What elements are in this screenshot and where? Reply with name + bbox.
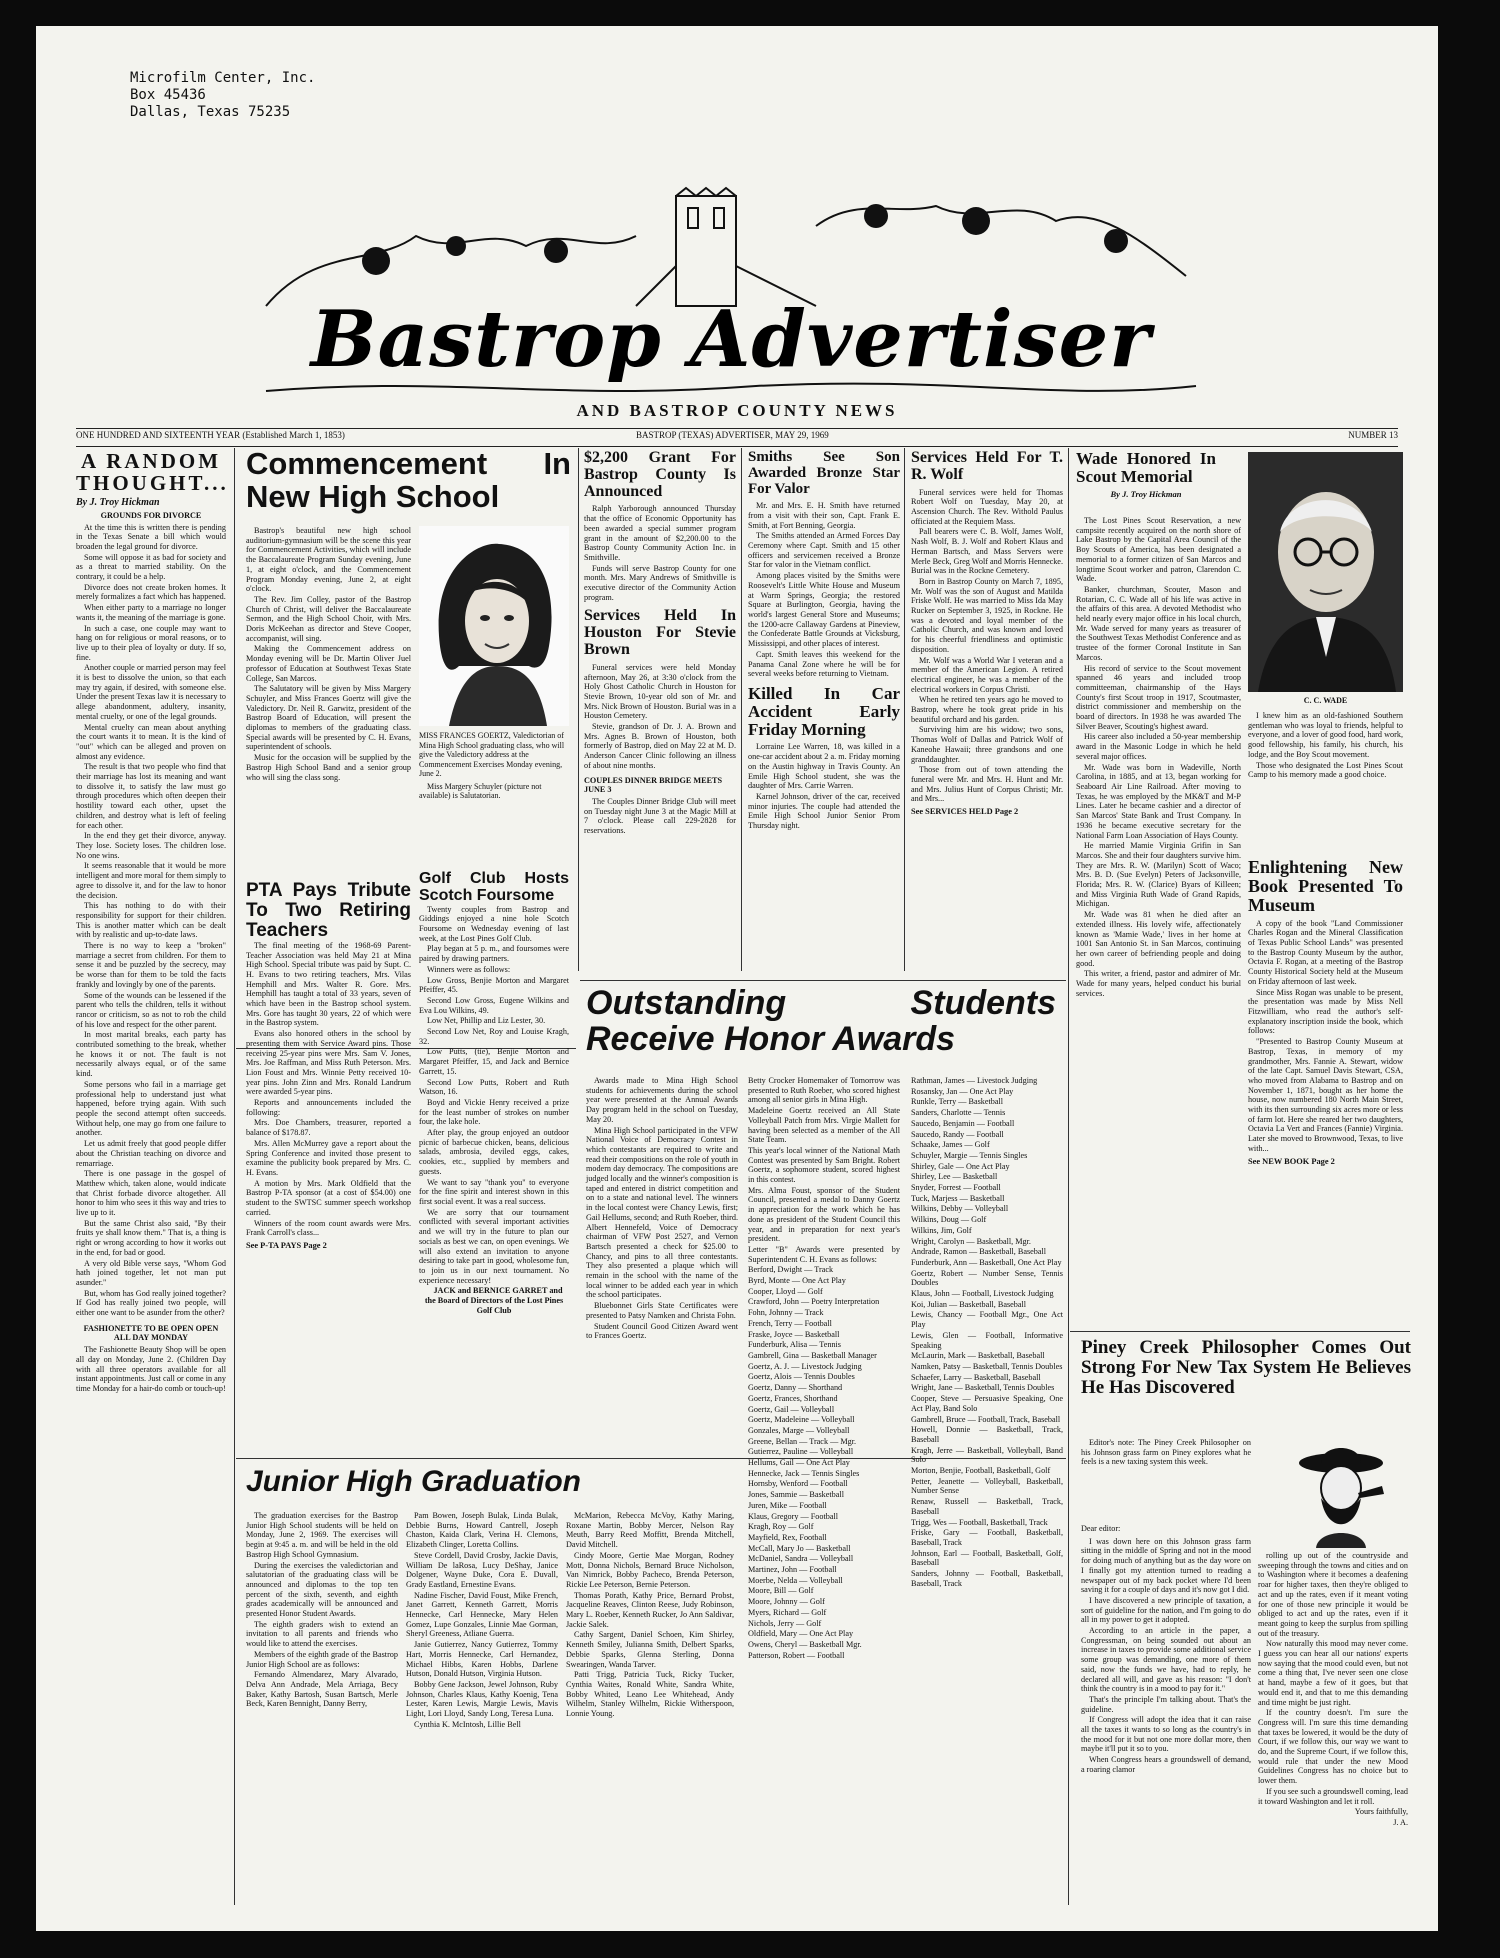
paragraph: The Rev. Jim Colley, pastor of the Bastrop Church of Christ, will deliver the Baccalaureate Sermon, and the High School Choir, with Mrs. Doris McKeehan as director and Steve Cooper, accompanist, will sing. bbox=[246, 594, 411, 643]
award-entry: Shirley, Lee — Basketball bbox=[911, 1172, 998, 1182]
year-note: ONE HUNDRED AND SIXTEENTH YEAR (Established March 1, 1853) bbox=[76, 430, 345, 440]
award-entry: Byrd, Monte — One Act Play bbox=[748, 1276, 846, 1286]
award-entry: Goertz, Danny — Shorthand bbox=[748, 1383, 843, 1393]
award-entry: Funderburk, Ann — Basketball, One Act Play bbox=[911, 1257, 1062, 1267]
junior-headline-box bbox=[246, 1466, 726, 1506]
award-entry: Klaus, John — Football, Livestock Judging bbox=[911, 1289, 1054, 1299]
award-entry: Goertz, Robert — Number Sense, Tennis Doubles bbox=[911, 1268, 1063, 1288]
paragraph: "Presented to Bastrop County Museum at Bastrop, Texas, in memory of my grandmother, Mrs. Fannie A. Stewart, widow of the late Capt. Samuel Davis Stewart, CSA, who moved from Alabama to Bastrop and on November 1, 1871, bought as her home the house, now numbered 180 North Main Street, with its then surrounding six acres more or less of farm lot. Here she reared her two daughters, Octavia La Vert and Frances (Fannie) Virginia. Later she moved to Brownwood, Texas, to live with... bbox=[1248, 1037, 1403, 1153]
award-entry: Runkle, Terry — Basketball bbox=[911, 1097, 1004, 1107]
paragraph: Capt. Smith leaves this weekend for the Panama Canal Zone where he will be for several weeks before returning to Vietnam. bbox=[748, 649, 900, 679]
paragraph: That's the principle I'm talking about. That's the guideline. bbox=[1081, 1694, 1251, 1714]
paragraph: Mr. Wade was 81 when he died after an extended illness. His lovely wife, affectionately known as 'Mamie Wade,' lives in her home at 1001 San Antonio St. in San Marcos, continuing her own career of befriending people and doing good. bbox=[1076, 910, 1241, 968]
paragraph: Editor's note: The Piney Creek Philosopher on his Johnson grass farm on Piney explores what he feels is a new taxing system this week. bbox=[1081, 1438, 1251, 1467]
wolf-continuation: See SERVICES HELD Page 2 bbox=[911, 807, 1019, 817]
award-entry: Shirley, Gale — One Act Play bbox=[911, 1161, 1010, 1171]
piney-column-1 bbox=[1081, 1524, 1251, 1924]
frances-goertz-caption bbox=[419, 731, 569, 801]
award-entry: McDaniel, Sandra — Volleyball bbox=[748, 1554, 854, 1564]
award-entry: Owens, Cheryl — Basketball Mgr. bbox=[748, 1639, 862, 1649]
photo-caption: MISS FRANCES GOERTZ, Valedictorian of Mina High School graduating class, who will give the Valedictory address at the Commencement Exercises Monday evening, June 2. bbox=[419, 731, 565, 778]
microfilm-label bbox=[130, 70, 315, 121]
section-rule bbox=[1070, 1331, 1410, 1332]
award-entry: Goertz, A. J. — Livestock Judging bbox=[748, 1361, 862, 1371]
paragraph: But, whom has God really joined together? If God has really joined two people, will either one want to be asunder from the other? bbox=[76, 1288, 226, 1318]
paragraph: In most marital breaks, each party has contributed something to the break, whether he knows it or not. The fault is not necessarily always equal, or of the same kind. bbox=[76, 1030, 226, 1079]
award-entry: Wright, Jane — Basketball, Tennis Doubles bbox=[911, 1383, 1055, 1393]
paragraph: Since Miss Rogan was unable to be present, the presentation was made by Miss Nell Fitzwilliam, who read the author's self-explanatory inscription inside the book, which follows: bbox=[1248, 987, 1403, 1036]
awards-column-2 bbox=[748, 1076, 900, 1926]
column-rule bbox=[578, 448, 579, 971]
book-title: Enlightening New Book Presented To Museum bbox=[1248, 857, 1403, 915]
paragraph: Student Council Good Citizen Award went to Frances Goertz. bbox=[586, 1321, 738, 1341]
paragraph: Mrs. Doe Chambers, treasurer, reported a balance of $178.87. bbox=[246, 1118, 411, 1138]
masthead-logo bbox=[256, 186, 1206, 406]
awards-column-1 bbox=[586, 1076, 738, 1456]
award-entry: Oldfield, Mary — One Act Play bbox=[748, 1629, 854, 1639]
paragraph: Funeral services were held Monday afternoon, May 26, at 3:30 o'clock from the Holy Ghost Catholic Church in Houston for Stevie Brown, 10-year old son of Mr. and Mrs. Nick Brown of Houston. Burial was in a Houston Cemetery. bbox=[584, 662, 736, 721]
paragraph: Surviving him are his widow; two sons, Thomas Wolf of Dallas and Patrick Wolf of Kaneohe Hawaii; three grandsons and one granddaughter. bbox=[911, 725, 1063, 764]
award-entry: Moore, Bill — Golf bbox=[748, 1586, 814, 1596]
paragraph: It seems reasonable that it would be more intelligent and more moral for them simply to agree to dissolve it, and for the law to honor the decision. bbox=[76, 861, 226, 900]
paragraph: His career also included a 50-year membership award in the Masonic Lodge in which he held several major offices. bbox=[1076, 732, 1241, 761]
junior-column-2 bbox=[406, 1511, 558, 1906]
award-entry: French, Terry — Football bbox=[748, 1318, 832, 1328]
award-entry: Kragh, Jerre — Basketball, Volleyball, Band Solo bbox=[911, 1445, 1063, 1465]
paragraph: The Lost Pines Scout Reservation, a new campsite recently acquired on the north shore of Lake Bastrop by the Capital Area Council of the Boy Scouts of America, has been designated a memorial to a former citizen of San Marcos and longtime Scout worker and patron, Clarendon C. Wade. bbox=[1076, 516, 1241, 584]
award-entry: Gambrell, Gina — Basketball Manager bbox=[748, 1350, 877, 1360]
paragraph: Nadine Fischer, David Foust, Mike French, Janet Garrett, Kenneth Garrett, Morris Hennecke, Carl Hennecke, Mary Helen Gomez, Lupe Gonzales, Linnie Mae Gorman, Sheryl Greeness, Atliane Guerra. bbox=[406, 1590, 558, 1639]
paragraph: I knew him as an old-fashioned Southern gentleman who was loyal to friends, helpful to everyone, and a lover of good food, hard work, good fellowship, his family, his church, his lodge, and the Boy Scout movement. bbox=[1248, 711, 1403, 759]
paragraph: Boyd and Vickie Henry received a prize for the least number of strokes on number four, the lake hole. bbox=[419, 1097, 569, 1127]
paragraph: Stevie, grandson of Dr. J. A. Brown and Mrs. Agnes B. Brown of Houston, both formerly of Bastrop, died on May 22 at M. D. Anderson Cancer Clinic following an illness of about nine months. bbox=[584, 722, 736, 770]
award-entry: Hennecke, Jack — Tennis Singles bbox=[748, 1468, 860, 1478]
award-entry: Johnson, Earl — Football, Basketball, Golf, Baseball bbox=[911, 1548, 1063, 1568]
award-entry: Jones, Sammie — Basketball bbox=[748, 1490, 844, 1500]
newspaper-page bbox=[36, 26, 1438, 1931]
paragraph: Mental cruelty can mean about anything the court wants it to mean. It is the kind of "out" which can be alleged and proven on almost any evidence. bbox=[76, 722, 226, 761]
award-entry: Wilkins, Doug — Golf bbox=[911, 1215, 987, 1225]
paragraph: Funds will serve Bastrop County for one month. Mrs. Mary Andrews of Smithville is executive director of the Community Action program. bbox=[584, 563, 736, 602]
paragraph: The Fashionette Beauty Shop will be open all day on Monday, June 2. (Children Day with all three operators available for all instant appointments. Just call or come in any time Monday for a hair-do comb or touch-up! bbox=[76, 1345, 226, 1393]
paragraph: Some of the wounds can be lessened if the parent who tells the children, tells it without rancor or criticism, so as not to rob the child of his love and respect for the other parent. bbox=[76, 990, 226, 1029]
paragraph: Among places visited by the Smiths were Roosevelt's Little White House and Museum at Warm Springs, Georgia; the restored Square at Burlington, Georgia, having the world's largest General Store and Museums; the 1200-acre Callaway Gardens at Pineview, the Confederate Battle Grounds at Vicksburg, Mississippi, and other places of interest. bbox=[748, 571, 900, 649]
piney-column-2 bbox=[1258, 1551, 1408, 1926]
paragraph: Bastrop's beautiful new high school auditorium-gymnasium will be the scene this year for Commencement Activities, which will include the Baccalaureate Program Sunday evening, June 1, at eight o'clock, and the Commencement Program Monday evening, June 2, at eight o'clock. bbox=[246, 526, 411, 594]
paragraph: A very old Bible verse says, "Whom God hath joined together, let not man put asunder." bbox=[76, 1258, 226, 1287]
paragraph: Play began at 5 p. m., and foursomes were paired by drawing partners. bbox=[419, 944, 569, 964]
paragraph: Another couple or married person may feel it is best to dissolve the union, so that each may try again, if desired, with someone else. Under the present Texas law it is necessary to allege abandonment, adultery, insanity, mental cruelty, or one of the legal grounds. bbox=[76, 663, 226, 721]
letter-signature: J. A. bbox=[1393, 1817, 1408, 1827]
book-article bbox=[1248, 856, 1403, 1326]
award-entry: Renaw, Russell — Basketball, Track, Baseball bbox=[911, 1497, 1063, 1516]
paragraph: Low Net, Phillip and Liz Lester, 30. bbox=[427, 1016, 546, 1026]
grant-title: $2,200 Grant For Bastrop County Is Announced bbox=[584, 449, 736, 500]
paragraph: Mr. and Mrs. E. H. Smith have returned from a visit with their son, Capt. Frank E. Smith, at Fort Benning, Georgia. bbox=[748, 501, 900, 530]
cc-wade-photo bbox=[1248, 452, 1403, 692]
paragraph: If you see such a groundswell coming, lead it toward Washington and let it roll. bbox=[1258, 1786, 1408, 1806]
wade-article-part2 bbox=[1248, 711, 1403, 851]
masthead-subtitle: AND BASTROP COUNTY NEWS bbox=[576, 401, 898, 420]
grant-and-stevie-articles bbox=[584, 448, 736, 973]
award-entry: Betty Crocker Homemaker of Tomorrow was presented to Ruth Roeber, who scored highest among all senior girls in Mina High. bbox=[748, 1076, 900, 1105]
paragraph: Banker, churchman, Scouter, Mason and Rotarian, C. C. Wade all of his life was active in the affairs of this area. A devoted Methodist who held nearly every major office in his local church, Mr. Wade served for many years as treasurer of the Southwest Texas Methodist Conference and as trustee of the former Coronal Institute in San Marcos. bbox=[1076, 584, 1241, 662]
paragraph: A copy of the book "Land Commissioner Charles Rogan and the Mineral Classification of Texas Public School Lands" was presented to the Bastrop County Museum by the author, Octavia F. Rogan, at a meeting of the Bastrop County Historical Society held at the Museum on Friday afternoon of last week. bbox=[1248, 918, 1403, 986]
awards-headline-box bbox=[586, 986, 1056, 1066]
award-entry: Hornsby, Wenford — Football bbox=[748, 1479, 848, 1489]
issue-number: NUMBER 13 bbox=[1348, 430, 1398, 440]
paragraph: In such a case, one couple may want to hang on for religious or moral reasons, or to live up to their plea of loyalty or duty. If so, fine. bbox=[76, 623, 226, 662]
paragraph: Cynthia K. McIntosh, Lillie Bell bbox=[414, 1719, 521, 1729]
pta-continuation: See P-TA PAYS Page 2 bbox=[246, 1240, 327, 1250]
paragraph: Music for the occasion will be supplied by the Bastrop High School Band and a senior group who will sing the class song. bbox=[246, 753, 411, 782]
award-entry: Snyder, Forrest — Football bbox=[911, 1183, 1001, 1193]
paragraph: When Congress hears a groundswell of demand, a roaring clamor bbox=[1081, 1755, 1251, 1774]
microfilm-line: Microfilm Center, Inc. bbox=[130, 70, 316, 86]
wade-title: Wade Honored In Scout Memorial bbox=[1076, 449, 1216, 486]
wade-byline: By J. Troy Hickman bbox=[1110, 488, 1182, 499]
award-entry: Mayfield, Rex, Football bbox=[748, 1532, 827, 1542]
paragraph: Some persons who fail in a marriage get professional help to understand just what happened, before trying again. With such people the second attempt often succeeds. Without help, one may go from one failure to another. bbox=[76, 1079, 226, 1138]
award-entry: Goertz, Gail — Volleyball bbox=[748, 1404, 835, 1414]
paragraph: This has nothing to do with their responsibility for support for their children. This is another matter which can be dealt with by realistic and up-to-date laws. bbox=[76, 901, 226, 940]
section-rule bbox=[580, 980, 1066, 981]
paragraph: Now naturally this mood may never come. I guess you can hear all our nations' experts now saying that the mood could even, but not come a thing that, I've never seen one close at hand, maybe a few of it goes, but that would end it, and that to me this demanding and time might be just right. bbox=[1258, 1639, 1408, 1707]
award-entry: Schaake, James — Golf bbox=[911, 1140, 990, 1150]
paragraph: Pam Bowen, Joseph Bulak, Linda Bulak, Debbie Burns, Howard Cantrell, Joseph Chaston, Kaida Clark, Verina H. Clemons, Elizabeth Clinger, Loretta Collins. bbox=[406, 1511, 558, 1550]
paragraph: Mr. Wade was born in Wadeville, North Carolina, in 1885, and at 13, began working for Seaboard Air Line Railroad. After moving to Texas, he was employed by the MK&T and M-P Lines. Later he became cashier and a director of San Marcos' State Bank and Trust Company. In 1936 he became executive secretary for the National Farm Loan Association of Hays County. bbox=[1076, 762, 1241, 840]
paragraph: Evans also honored others in the school by presenting them with Service Award pins. Those receiving 25-year pins were Mrs. Sam V. Jones, Mrs. Joe Raffman, and Miss Ruth Peterson. Mrs. Lion Foust and Mrs. Winnie Petty received 10-year pins. John Zinn and Mrs. Ronald Landrum were awarded 5-year pins. bbox=[246, 1029, 411, 1097]
bridge-headline: COUPLES DINNER BRIDGE MEETS JUNE 3 bbox=[584, 775, 723, 795]
award-entry: Wilkins, Jim, Golf bbox=[911, 1225, 972, 1235]
smiths-title: Smiths See Son Awarded Bronze Star For Valor bbox=[748, 449, 900, 497]
paragraph: Born in Bastrop County on March 7, 1895, Mr. Wolf was the son of August and Matilda Friske Wolf. He was married to Miss Ida May Rucker on September 3, 1925, in Rockne. He was a devoted and loyal member of the Catholic Church, and was known and loved for his cheerful friendliness and optimistic disposition. bbox=[911, 576, 1063, 654]
paragraph: Bobby Gene Jackson, Jewel Johnson, Ruby Johnson, Charles Klaus, Kathy Koenig, Tena Lester, Karen Lewis, Margie Lewis, Mavis Light, Lori Lloyd, Sandy Long, Teresa Luna. bbox=[406, 1679, 558, 1719]
award-entry: Moore, Johnny — Golf bbox=[748, 1597, 825, 1607]
paragraph: We are sorry that our tournament conflicted with several important activities and we will try in the future to plan our socials as best we can, on open evenings. We will also extend an invitation to anyone desiring to take part in good, wholesome fun, to join us in our next tournament. No experience necessary! bbox=[419, 1207, 569, 1285]
paragraph: Mrs. Allen McMurrey gave a report about the Spring Conference and invited those present to examine the publicity book prepared by Mrs. C. H. Evans. bbox=[246, 1138, 411, 1177]
piney-title: Piney Creek Philosopher Comes Out Strong For New Tax System He Believes He Has Discovered bbox=[1081, 1337, 1411, 1398]
paragraph: He married Mamie Virginia Grifin in San Marcos. She and their four daughters survive him. They are Mrs. R. W. (Marilyn) Scott of Waco; Mrs. B. D. (Sue Evelyn) Peters of Jacksonville, Florida; Mrs. R. W. (Clarice) Byars of Killeen; and Miss Virginia Ruth Wade of Grand Rapids, Michigan. bbox=[1076, 841, 1241, 909]
paragraph: I have discovered a new principle of taxation, a sort of guideline for the nation, and I'm going to do all in my power to get it adopted. bbox=[1081, 1595, 1251, 1625]
golf-article bbox=[419, 871, 569, 1471]
award-entry: Myers, Richard — Golf bbox=[748, 1607, 827, 1617]
award-entry: Saucedo, Randy — Football bbox=[911, 1129, 1004, 1139]
paragraph: Mr. Wolf was a World War I veteran and a member of the American Legion. A retired electrical engineer, he was a member of the electrical workers in Corpus Christi. bbox=[911, 655, 1063, 694]
paragraph: Bluebonnet Girls State Certificates were presented to Patsy Namken and Christa Fohn. bbox=[586, 1301, 738, 1320]
award-entry: Nichols, Jerry — Golf bbox=[748, 1618, 822, 1628]
paragraph: His record of service to the Scout movement spanned 46 years and included troop committeeman, chairmanship of the Hays County's first Scout troop in 1917, Scoutmaster, district commissioner and membership on the board of directors. In 1938 he was awarded The Silver Beaver, Scouting's highest award. bbox=[1076, 663, 1241, 731]
paragraph: Members of the eighth grade of the Bastrop Junior High School are as follows: bbox=[246, 1649, 398, 1669]
junior-title: Junior High Graduation bbox=[246, 1465, 581, 1498]
paragraph: According to an article in the paper, a Congressman, on being sounded out about an increase in taxes to provide some additional service some group was demanding, one more of them said, now the funds we have, had to reply, he declared all will, and gave as his reason: "I don't think the country is in a mood to pay for it." bbox=[1081, 1626, 1251, 1694]
award-entry: Gonzales, Marge — Volleyball bbox=[748, 1425, 850, 1435]
issue-dateline: BASTROP (TEXAS) ADVERTISER, MAY 29, 1969 bbox=[636, 430, 829, 440]
paragraph: Awards made to Mina High School students for achievements during the school year were presented at the Annual Awards Day program held in the school on Tuesday, May 20. bbox=[586, 1076, 738, 1124]
paragraph: The graduation exercises for the Bastrop Junior High School students will be held on Monday, June 2, 1969. The exercises will begin at 9:45 a. m. and will be held in the old Bastrop High School Gymnasium. bbox=[246, 1511, 398, 1559]
award-entry: Funderburk, Alisa — Tennis bbox=[748, 1340, 841, 1350]
award-entry: Madeleine Goertz received an All State Volleyball Patch from Mrs. Virgie Mallett for having been selected as a member of the All State Team. bbox=[748, 1106, 900, 1145]
paragraph: JACK and BERNICE GARRET and the Board of Directors of the Lost Pines Golf Club bbox=[424, 1286, 564, 1315]
paragraph: Janie Gutierrez, Nancy Gutierrez, Tommy Hart, Morris Hennecke, Carl Hernandez, Michael Hibbs, Karen Hobbs, Darlene Hutson, Donald Hutson, Virginia Hutson. bbox=[406, 1640, 558, 1679]
award-entry: Fohn, Johnny — Track bbox=[748, 1308, 824, 1318]
award-entry: Goertz, Alois — Tennis Doubles bbox=[748, 1372, 855, 1382]
paragraph: Ralph Yarborough announced Thursday that the office of Economic Opportunity has been awarded a special summer program grant in the amount of $2,200.00 to the Bastrop County Community Action Inc. in Smithville. bbox=[584, 504, 736, 562]
paragraph: McMarion, Rebecca McVoy, Kathy Maring, Roxane Martin, Bobby Mercer, Nelson Ray Meuth, Barry Reed Moffitt, Brenda Mitchell, David Mitchell. bbox=[566, 1511, 734, 1550]
paragraph: Mina High School participated in the VFW National Voice of Democracy Contest in which contestants are required to write and read their compositions on the role of youth in modern day democracy. The compositions are judged locally and the winner's composition is taped and entered in district competition and on to a state and national level. The winners in the local contest were Chancy Lewis, first; Gail Hellums, second; and Ruth Roeber, third. Albert Hennefeld, Voice of Democracy chairman of VFW Post 2527, and Vernon Bartsch presented a check for $25.00 to Chancy, and pins to all three contestants. They also presented a plaque which will remain in the school with the name of the local winner to be added each year in which the school participates. bbox=[586, 1125, 739, 1300]
award-entry: Sanders, Charlotte — Tennis bbox=[911, 1108, 1006, 1118]
paragraph: Winners were as follows: bbox=[427, 964, 511, 974]
paragraph: Second Low Putts, Robert and Ruth Watson, 16. bbox=[419, 1077, 569, 1097]
paragraph: In the end they get their divorce, anyway. They lose. Society loses. The children lose. No one wins. bbox=[76, 831, 226, 860]
paragraph: At the time this is written there is pending in the Texas Senate a bill which would broaden the legal ground for divorce. bbox=[76, 522, 226, 551]
book-continuation: See NEW BOOK Page 2 bbox=[1248, 1156, 1335, 1166]
wolf-article bbox=[911, 448, 1063, 973]
paragraph: Thomas Porath, Kathy Price, Bernard Probst, Jacqueline Reaves, Clinton Reese, Judy Robinson, Mary L. Roeber, Kenneth Rucker, Jo Ann Saldivar, Jackie Salek. bbox=[566, 1590, 734, 1629]
award-entry: Rathman, James — Livestock Judging bbox=[911, 1076, 1038, 1085]
award-entry: Juren, Mike — Football bbox=[748, 1500, 827, 1510]
paragraph: If Congress will adopt the idea that it can raise all the taxes it wants to so long as the country's in the mood for it but not one more dollar more, then maybe it'll put it so to you. bbox=[1081, 1715, 1251, 1754]
paragraph: Cindy Moore, Gertie Mae Morgan, Rodney Mott, Donna Nichols, Bernard Bruce Nicholson, Van Nimrick, Bobby Pacheco, Brenda Peterson, Rickie Lee Peterson, Bernie Peterson. bbox=[566, 1550, 734, 1589]
paragraph: Pall bearers were C. B. Wolf, James Wolf, Nash Wolf, B. J. Wolf and Robert Klaus and Herman Bartsch, and Mass Servers were Merle Beck, Greg Wolf and Morris Hennecke. Burial was in the Rockne Cemetery. bbox=[911, 527, 1063, 576]
microfilm-line: Box 45436 bbox=[130, 87, 206, 103]
award-entry: Lewis, Glen — Football, Informative Speaking bbox=[911, 1330, 1063, 1350]
microfilm-line: Dallas, Texas 75235 bbox=[130, 104, 291, 120]
award-entry: Sanders, Johnny — Football, Basketball, Baseball, Track bbox=[911, 1569, 1063, 1588]
column-rule bbox=[904, 448, 905, 971]
award-entry: This year's local winner of the National Math Contest was presented by Sam Bright. Robert Goertz, a sophomore student, scored highest in this contest. bbox=[748, 1145, 900, 1185]
commencement-article bbox=[246, 526, 411, 871]
awards-title: Outstanding Students Receive Honor Awards bbox=[586, 984, 1056, 1058]
award-entry: Cooper, Steve — Persuasive Speaking, One Act Play, Band Solo bbox=[911, 1394, 1063, 1413]
award-entry: Fraske, Joyce — Basketball bbox=[748, 1329, 840, 1339]
random-thought-byline: By J. Troy Hickman bbox=[76, 497, 160, 509]
golf-title: Golf Club Hosts Scotch Foursome bbox=[419, 870, 569, 904]
award-entry: Goertz, Madeleine — Volleyball bbox=[748, 1415, 855, 1425]
paragraph: This writer, a friend, pastor and admirer of Mr. Wade for many years, helped conduct his burial services. bbox=[1076, 969, 1241, 998]
award-entry: Mrs. Alma Foust, sponsor of the Student Council, presented a medal to Danny Goertz in appreciation for the work which he has done as president of the Student Council this year, and in preparation for next year's president. bbox=[748, 1185, 900, 1244]
paragraph: The Smiths attended an Armed Forces Day Ceremony where Capt. Smith and 15 other officers and servicemen received a Bronze Star for valor in the Vietnam conflict. bbox=[748, 531, 900, 570]
award-entry: Howell, Donnie — Basketball, Track, Baseball bbox=[911, 1425, 1063, 1444]
paragraph: But the same Christ also said, "By their fruits ye shall know them." That is, a thing is right or wrong according to how it works out in the end, for bad or good. bbox=[76, 1218, 226, 1257]
letter-salutation: Dear editor: bbox=[1081, 1524, 1121, 1533]
smiths-and-accident-articles bbox=[748, 448, 900, 973]
pta-title: PTA Pays Tribute To Two Retiring Teachers bbox=[246, 880, 411, 941]
award-entry: Moerbe, Nelda — Volleyball bbox=[748, 1575, 843, 1585]
paragraph: Those who designated the Lost Pines Scout Camp to his memory made a good choice. bbox=[1248, 760, 1403, 780]
paragraph: When either party to a marriage no longer wants it, the meaning of the marriage is gone. bbox=[76, 603, 226, 622]
paragraph: There is one passage in the gospel of Matthew which, taken alone, would indicate that Christ forbade divorce altogether. All honor to him who sees it this way and tries to live up to it. bbox=[76, 1169, 226, 1218]
paragraph: Lorraine Lee Warren, 18, was killed in a one-car accident about 2 a. m. Friday morning on the Austin highway in Travis County. An Emile High School student, she was the daughter of Mrs. Carrie Warren. bbox=[748, 742, 900, 791]
column-rule bbox=[234, 448, 235, 1905]
paragraph: When he retired ten years ago he moved to Bastrop, where he took great pride in his beautiful orchard and his garden. bbox=[911, 695, 1063, 724]
random-thought-article bbox=[76, 448, 229, 1903]
paragraph: Karnel Johnson, driver of the car, received minor injuries. The couple had attended the Emile High School Junior Senior Prom Thursday night. bbox=[748, 791, 900, 831]
award-entry: Gambrell, Bruce — Football, Track, Baseball bbox=[911, 1414, 1061, 1424]
paragraph: Some will oppose it as bad for society and as a threat to married stability. On the contrary, it could be a help. bbox=[76, 552, 226, 582]
award-entry: Schuyler, Margie — Tennis Singles bbox=[911, 1150, 1028, 1160]
paragraph: I was down here on this Johnson grass farm sitting in the middle of Spring and not in the mood for doing much of anything but as the day wore on I finally got my attention turned to reading a newspaper out of my back pocket where I'd been saving it for a couple of days and it's now got I did. bbox=[1081, 1536, 1251, 1595]
frances-goertz-photo bbox=[419, 526, 569, 726]
award-entry: Wright, Carolyn — Basketball, Mgr. bbox=[911, 1236, 1031, 1246]
paragraph: rolling up out of the countryside and sweeping through the towns and cities and on to Washington where it becomes a deafening roar for higher taxes, then they're obliged to act and up the rates, even if it meant voting for one of those new principle it would be obliged to act and up the rates, even if it meant going to keep the surplus from spilling out of the treasury. bbox=[1258, 1551, 1408, 1638]
award-entry: Morton, Benjie, Football, Basketball, Golf bbox=[911, 1466, 1051, 1476]
wade-article-part1 bbox=[1076, 516, 1241, 998]
award-entry: Koi, Julian — Basketball, Baseball bbox=[911, 1299, 1027, 1309]
paragraph: After play, the group enjoyed an outdoor picnic of barbecue chicken, beans, delicious salads, ambrosia, deviled eggs, cakes, cookies, etc., supplied by members and guests. bbox=[419, 1128, 569, 1176]
paragraph: The Couples Dinner Bridge Club will meet on Tuesday night June 3 at the Magic Mill at 7 o'clock. Please call 229-2828 for reservations. bbox=[584, 796, 736, 836]
award-entry: Crawford, John — Poetry Interpretation bbox=[748, 1297, 880, 1307]
wade-photo-caption: C. C. WADE bbox=[1303, 696, 1348, 705]
award-entry: Trigg, Wes — Football, Basketball, Track bbox=[911, 1517, 1048, 1527]
random-thought-subhead: GROUNDS FOR DIVORCE bbox=[100, 510, 202, 520]
award-entry: Klaus, Gregory — Football bbox=[748, 1511, 839, 1521]
award-entry: Kragh, Roy — Golf bbox=[748, 1522, 814, 1532]
paragraph: Funeral services were held for Thomas Robert Wolf on Tuesday, May 20, at Ascension Church. The Rev. Withold Paulus officiated at the Requiem Mass. bbox=[911, 487, 1063, 526]
award-entry: Berford, Dwight — Track bbox=[748, 1265, 834, 1275]
paragraph: Low Gross, Benjie Morton and Margaret Pfeiffer, 45. bbox=[419, 975, 569, 995]
paragraph: There is no way to keep a "broken" marriage a secret from children. For them to sense it and be puzzled by the secrecy, may be worse than for them to be told the facts frankly and lovingly by one of the parents. bbox=[76, 941, 226, 989]
award-entry: Namken, Patsy — Basketball, Tennis Doubles bbox=[911, 1361, 1063, 1371]
paragraph: Making the Commencement address on Monday evening will be Dr. Martin Oliver Juel professor of Education at Southwest Texas State College, San Marcos. bbox=[246, 644, 411, 683]
paragraph: The final meeting of the 1968-69 Parent-Teacher Association was held May 21 at Mina High School. Special tribute was paid by Supt. C. H. Evans to two retiring teachers, Mrs. Vilas Hemphill and Mrs. Walter R. Gore. Mrs. Hemphill has taught a total of 33 years, seven of which have been in the Bastrop school system. Mrs. Gore has taught 30 years, 22 of which were in the Bastrop system. bbox=[246, 940, 411, 1028]
award-entry: Lewis, Chancy — Football Mgr., One Act Play bbox=[911, 1310, 1063, 1330]
junior-column-1 bbox=[246, 1511, 398, 1906]
photo-caption-note: Miss Margery Schuyler (picture not available) is Salutatorian. bbox=[419, 781, 542, 800]
column-rule bbox=[1068, 448, 1069, 1905]
masthead-title: Bastrop Advertiser bbox=[310, 294, 1152, 385]
award-entry: Greene, Bellan — Track — Mgr. bbox=[748, 1436, 857, 1446]
piney-headline-box bbox=[1081, 1336, 1411, 1436]
award-entry: McLaurin, Mark — Basketball, Baseball bbox=[911, 1351, 1045, 1361]
award-entry: Friske, Gary — Football, Basketball, Baseball, Track bbox=[911, 1528, 1063, 1547]
paragraph: Fernando Almendarez, Mary Alvarado, Delva Ann Andrade, Mela Arriaga, Becy Baker, Kathy Bartosh, Susan Bartsch, Merle Beck, Karen Bennight, Danny Berry, bbox=[246, 1670, 398, 1709]
paragraph: The Salutatory will be given by Miss Margery Schuyler, and Miss Frances Goertz will give the Valedictory. Dr. Neil R. Garwitz, president of the Bastrop Board of Education, will present the diplomas to members of the graduating class. Special awards will be presented by C. H. Evans, superintendent of schools. bbox=[246, 684, 411, 752]
paragraph: Those from out of town attending the funeral were Mr. and Mrs. H. Hunt and Mr. and Mrs. Julius Hunt of Corpus Christi; Mr. and Mrs... bbox=[911, 765, 1063, 804]
award-entry: Cooper, Lloyd — Golf bbox=[748, 1286, 823, 1296]
award-entry: Gutierrez, Pauline — Volleyball bbox=[748, 1447, 854, 1457]
paragraph: Reports and announcements included the following: bbox=[246, 1098, 411, 1117]
award-entry: Patterson, Robert — Football bbox=[748, 1650, 845, 1660]
stevie-title: Services Held In Houston For Stevie Brown bbox=[584, 607, 736, 659]
paragraph: Twenty couples from Bastrop and Giddings enjoyed a nine hole Scotch Foursome on Wednesday evening of last week, at the Lost Pines Golf Club. bbox=[419, 904, 569, 943]
award-entry: McCall, Mary Jo — Basketball bbox=[748, 1543, 851, 1553]
paragraph: Second Low Gross, Eugene Wilkins and Eva Lou Wilkins, 49. bbox=[419, 995, 569, 1015]
random-thought-title: A RANDOM THOUGHT... bbox=[76, 449, 229, 496]
paragraph: We want to say "thank you" to everyone for the fine spirit and interest shown in this first social event. It was a real success. bbox=[419, 1177, 569, 1206]
paragraph: Low Putts, (tie), Benjie Morton and Margaret Pfeiffer, 15, and Jack and Bernice Garrett, 15. bbox=[419, 1047, 569, 1076]
paragraph: A motion by Mrs. Mark Oldfield that the Bastrop P-TA sponsor (at a cost of $54.00) one student to the SWTSC summer speech workshop carried. bbox=[246, 1178, 411, 1217]
paragraph: Patti Trigg, Patricia Tuck, Ricky Tucker, Cynthia Waites, Ronald White, Sandra White, Bobby Whited, Leano Lee Whitehead, Andy Wilhelm, Stanley Wilhelm, Rickie Witherspoon, Lonnie Young. bbox=[566, 1670, 734, 1719]
pta-article bbox=[246, 881, 411, 1473]
award-entry: Hellums, Gail — One Act Play bbox=[748, 1458, 850, 1468]
paragraph: If the country doesn't. I'm sure the Congress will. I'm sure this time demanding that taxes be lowered, it would be the duty of Court, if we follow this, our way we want to do, and the Supreme Court, if we follow this, would rule that under the new Mood Guidelines Congress has no choice but to lower them. bbox=[1258, 1708, 1408, 1786]
commencement-title: Commencement In New High School bbox=[246, 446, 571, 514]
paragraph: During the exercises the valedictorian and salutatorian of the graduating class will be announced and diplomas to the top ten percent of the sixth, seventh, and eighth grades academically will be announced and presented Honor Student Awards. bbox=[246, 1560, 398, 1619]
award-entry: Martinez, John — Football bbox=[748, 1565, 837, 1575]
paragraph: Steve Cordell, David Crosby, Jackie Davis, William De laRosa, Lucy DeShay, Janice Dolgener, Wayne Duke, Cora E. Duvall, Grady Eastland, Ernestine Evans. bbox=[406, 1550, 558, 1589]
paragraph: Cathy Sargent, Daniel Schoen, Kim Shirley, Kenneth Smiley, Julianna Smith, Delbert Sparks, Debbie Sparks, Glenna Sterling, Donna Swearingen, Wanda Tarver. bbox=[566, 1630, 734, 1669]
award-entry: Saucedo, Benjamin — Football bbox=[911, 1118, 1015, 1128]
award-entry: Letter "B" Awards were presented by Superintendent C. H. Evans as follows: bbox=[748, 1244, 900, 1264]
award-entry: Petter, Jeanette — Volleyball, Basketball, Number Sense bbox=[911, 1476, 1063, 1496]
paragraph: Let us admit freely that good people differ about the Christian teaching on divorce and remarriage. bbox=[76, 1139, 226, 1168]
accident-title: Killed In Car Accident Early Friday Morning bbox=[748, 683, 900, 739]
piney-intro bbox=[1081, 1438, 1251, 1518]
award-entry: Wilkins, Debby — Volleyball bbox=[911, 1204, 1009, 1214]
award-entry: Goertz, Frances, Shorthand bbox=[748, 1393, 838, 1403]
philosopher-cartoon bbox=[1286, 1438, 1396, 1548]
award-entry: Schaefer, Larry — Basketball, Baseball bbox=[911, 1372, 1041, 1382]
fashionette-headline: FASHIONETTE TO BE OPEN OPEN ALL DAY MONDAY bbox=[83, 1323, 219, 1343]
dateline-bar bbox=[76, 428, 1398, 447]
paragraph: The result is that two people who find that their marriage has lost its meaning and want to dissolve it, to satisfy the law must go through procedures which often deepen their hostility toward each other, upset the children, and destroy what is left of feeling for each other. bbox=[76, 762, 226, 830]
award-entry: Rosansky, Jan — One Act Play bbox=[911, 1086, 1014, 1096]
letter-closing: Yours faithfully, bbox=[1354, 1807, 1408, 1817]
paragraph: The eighth graders wish to extend an invitation to all parents and friends who would like to attend the exercises. bbox=[246, 1619, 398, 1649]
award-entry: Tuck, Marjess — Basketball bbox=[911, 1193, 1005, 1203]
paragraph: Second Low Net, Roy and Louise Kragh, 32. bbox=[419, 1027, 569, 1046]
award-entry: Andrade, Ramon — Basketball, Baseball bbox=[911, 1247, 1047, 1257]
column-rule bbox=[741, 448, 742, 971]
paragraph: Winners of the room count awards were Mrs. Frank Carroll's class... bbox=[246, 1218, 411, 1238]
junior-column-3 bbox=[566, 1511, 734, 1906]
wolf-title: Services Held For T. R. Wolf bbox=[911, 449, 1063, 483]
awards-column-3 bbox=[911, 1076, 1063, 1746]
paragraph: Divorce does not create broken homes. It merely formalizes a fact which has happened. bbox=[76, 582, 226, 602]
